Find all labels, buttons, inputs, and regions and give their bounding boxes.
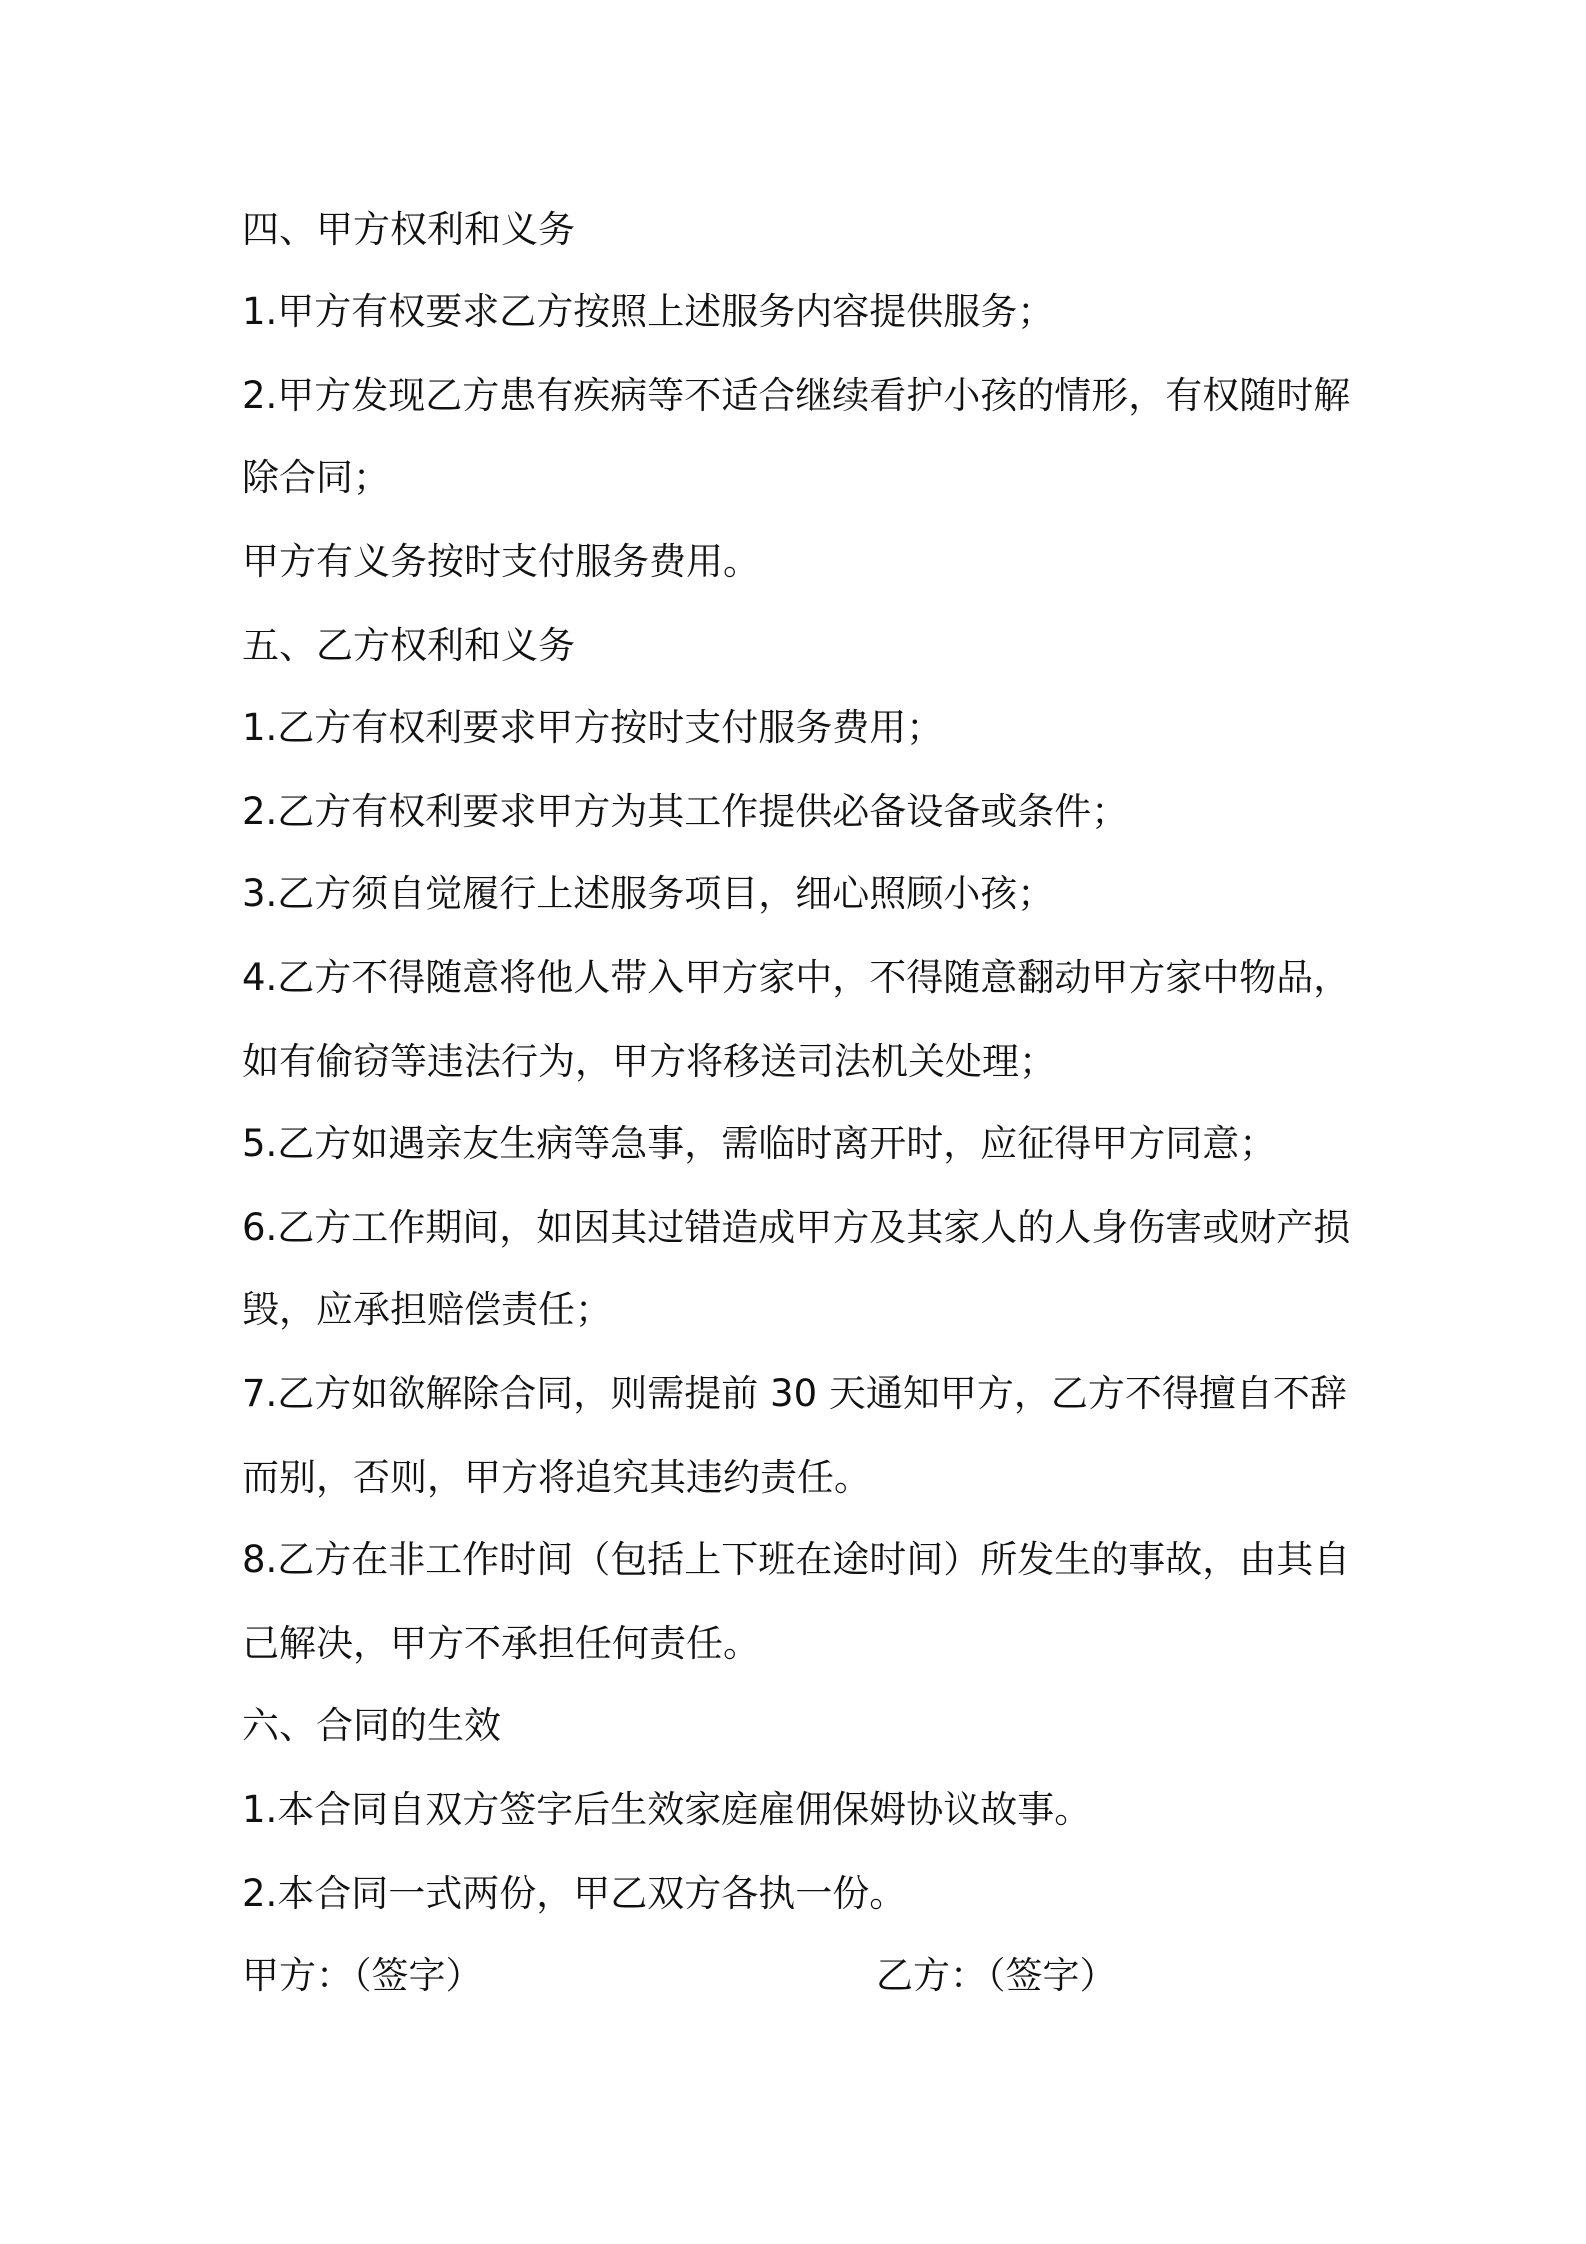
section-heading-party-a-rights: 四、甲方权利和义务	[242, 208, 575, 251]
clause-line: 2.甲方发现乙方患有疾病等不适合继续看护小孩的情形，有权随时解	[242, 374, 1351, 417]
party-a-signature-label: 甲方：（签字）	[242, 1954, 483, 1997]
section-heading-party-b-rights: 五、乙方权利和义务	[242, 624, 575, 667]
clause-line: 7.乙方如欲解除合同，则需提前 30 天通知甲方，乙方不得擅自不辞	[242, 1372, 1347, 1415]
clause-line: 6.乙方工作期间，如因其过错造成甲方及其家人的人身伤害或财产损	[242, 1206, 1351, 1249]
clause-line: 甲方有义务按时支付服务费用。	[242, 540, 760, 583]
section-heading-contract-effect: 六、合同的生效	[242, 1704, 501, 1747]
clause-line: 8.乙方在非工作时间（包括上下班在途时间）所发生的事故，由其自	[242, 1538, 1351, 1581]
clause-line: 而别，否则，甲方将追究其违约责任。	[242, 1456, 871, 1499]
clause-line: 毁，应承担赔偿责任；	[242, 1288, 612, 1331]
clause-line: 1.乙方有权利要求甲方按时支付服务费用；	[242, 706, 944, 749]
clause-line: 3.乙方须自觉履行上述服务项目，细心照顾小孩；	[242, 872, 1055, 915]
party-b-signature-label: 乙方：（签字）	[876, 1954, 1117, 1997]
clause-line: 2.本合同一式两份，甲乙双方各执一份。	[242, 1872, 907, 1915]
clause-line: 5.乙方如遇亲友生病等急事，需临时离开时，应征得甲方同意；	[242, 1122, 1277, 1165]
clause-line: 2.乙方有权利要求甲方为其工作提供必备设备或条件；	[242, 790, 1129, 833]
clause-line: 除合同；	[242, 456, 390, 499]
clause-line: 己解决，甲方不承担任何责任。	[242, 1622, 760, 1665]
clause-line: 1.本合同自双方签字后生效家庭雇佣保姆协议故事。	[242, 1788, 1092, 1831]
clause-line: 4.乙方不得随意将他人带入甲方家中，不得随意翻动甲方家中物品，	[242, 956, 1351, 999]
clause-line: 如有偷窃等违法行为，甲方将移送司法机关处理；	[242, 1040, 1056, 1083]
clause-line: 1.甲方有权要求乙方按照上述服务内容提供服务；	[242, 290, 1055, 333]
